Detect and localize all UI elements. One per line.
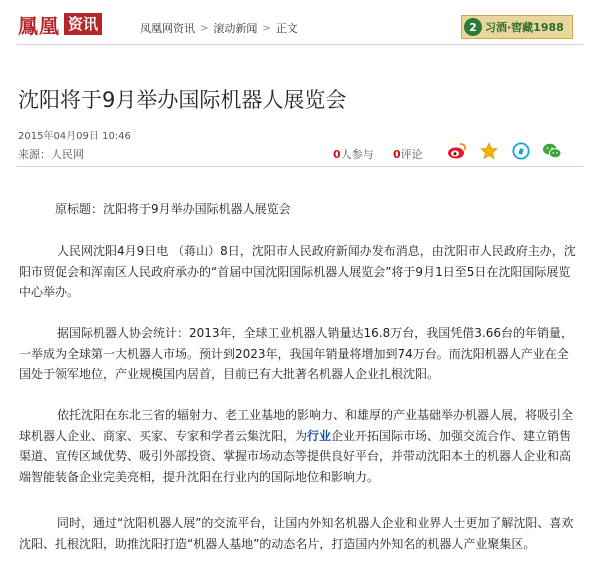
comments-label: 评论 bbox=[400, 148, 423, 161]
logo-section-tag: 资讯 bbox=[64, 13, 102, 35]
ad-badge-icon: 2 bbox=[464, 18, 482, 36]
participants-counter[interactable] bbox=[333, 146, 374, 162]
favorite-star-icon[interactable] bbox=[479, 141, 499, 161]
meta-divider bbox=[17, 166, 583, 167]
site-header bbox=[0, 0, 600, 44]
breadcrumb bbox=[140, 20, 298, 36]
article-paragraph-4: 同时，通过“沈阳机器人展”的交流平台，让国内外知名机器人企业和业界人士更加了解沈阳、喜欢沈阳、扎根沈阳，助推沈阳打造“机器人基地”的动态名片，打造国内外知名的机器人产业聚集区。 bbox=[19, 516, 574, 551]
article-paragraph-1: 人民网沈阳4月9日电 （蒋山）8日，沈阳市人民政府新闻办发布消息，由沈阳市人民政府主办，沈阳市贸促会和浑南区人民政府承办的“首届中国沈阳国际机器人展览会”将于9月1日至5日在沈阳国际展览中心举办。 bbox=[19, 244, 576, 299]
ad-banner[interactable] bbox=[461, 15, 573, 39]
article-title: 沈阳将于9月举办国际机器人展览会 bbox=[18, 88, 347, 112]
source-label: 来源： bbox=[18, 148, 51, 161]
source-name[interactable]: 人民网 bbox=[51, 148, 84, 161]
paragraph-3-part-2: 企业开拓国际市场、加强交流合作、建立销售渠道、宣传区域优势、吸引外部投资、掌握市场动态等提供良好平台，并带动沈阳本土的机器人企业和高端智能装备企业完美亮相，提升沈阳在行业内的国际地位和影响力。 bbox=[19, 428, 572, 484]
wechat-share-icon[interactable] bbox=[542, 141, 562, 161]
participants-label: 人参与 bbox=[340, 148, 374, 161]
comments-count: 0 bbox=[393, 148, 401, 161]
breadcrumb-current: 正文 bbox=[275, 22, 298, 35]
breadcrumb-scroll-news-link[interactable]: 滚动新闻 bbox=[213, 22, 258, 35]
article-datetime: 2015年04月09日 10:46 bbox=[18, 131, 131, 142]
breadcrumb-separator-icon: > bbox=[262, 22, 271, 34]
breadcrumb-separator-icon: > bbox=[200, 22, 209, 34]
article-paragraph-2: 据国际机器人协会统计：2013年，全球工业机器人销量达16.8万台，我国凭借3.66台的年销量，一举成为全球第一大机器人市场。预计到2023年，我国年销量将增加到74万台。而沈阳机器人产业在全国处于领军地位，产业规模国内居首，目前已有大批著名机器人企业扎根沈阳。 bbox=[19, 326, 573, 381]
comments-counter[interactable] bbox=[393, 146, 423, 162]
breadcrumb-home-link[interactable]: 凤凰网资讯 bbox=[140, 22, 195, 35]
qzone-share-icon[interactable] bbox=[511, 141, 531, 161]
weibo-share-icon[interactable] bbox=[447, 141, 467, 161]
header-divider bbox=[17, 44, 583, 45]
site-logo[interactable] bbox=[18, 12, 102, 36]
participants-count: 0 bbox=[333, 148, 341, 161]
logo-text: 鳳凰 bbox=[18, 13, 60, 38]
industry-keyword-link[interactable]: 行业 bbox=[307, 428, 332, 443]
paragraph-3-part-1: 依托沈阳在东北三省的辐射力、老工业基地的影响力、和雄厚的产业基础举办机器人展，将吸引全球机器人企业、商家、买家、专家和学者云集沈阳，为 bbox=[19, 408, 574, 443]
ad-text: 习酒·窖藏1988 bbox=[485, 21, 564, 34]
original-title: 原标题：沈阳将于9月举办国际机器人展览会 bbox=[55, 202, 291, 216]
article-paragraph-3 bbox=[19, 405, 579, 487]
article-source bbox=[18, 146, 84, 162]
